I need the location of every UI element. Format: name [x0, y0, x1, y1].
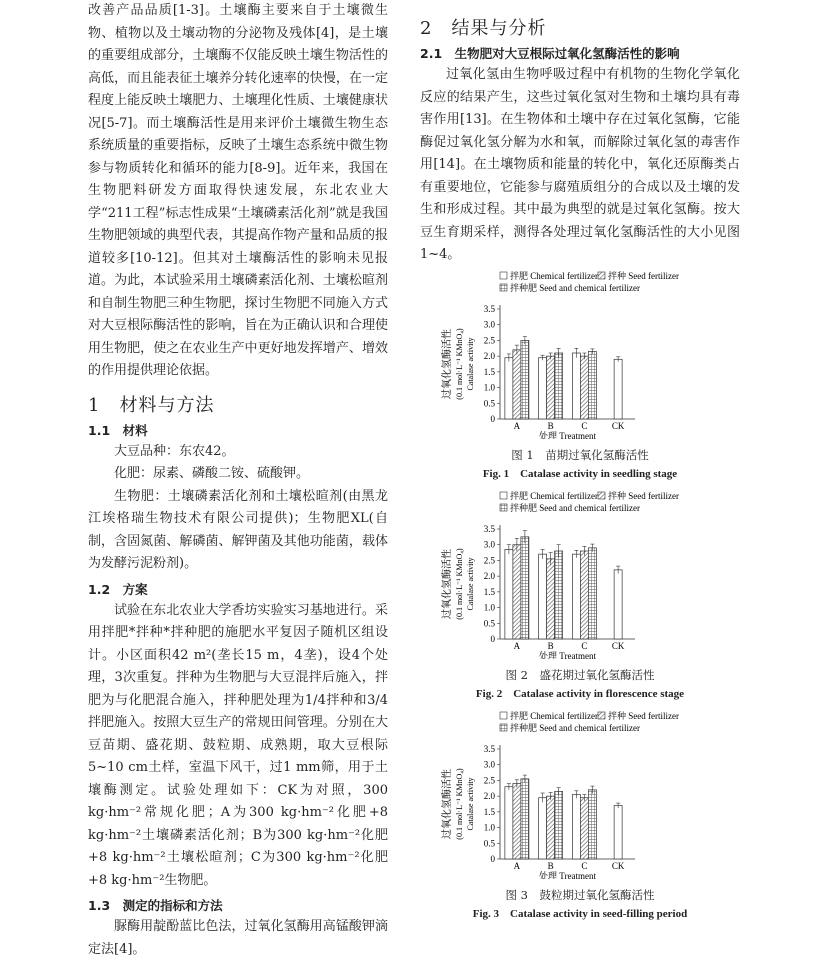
- bar: [555, 551, 563, 639]
- bar: [547, 356, 555, 419]
- y-tick-label: 2.0: [483, 790, 495, 801]
- legend-label: 拌种肥 Seed and chemical fertilizer: [510, 722, 640, 733]
- bar: [580, 797, 588, 858]
- bar: [614, 569, 622, 638]
- bar: [572, 794, 580, 858]
- bar: [580, 356, 588, 419]
- bar: [521, 536, 529, 638]
- x-axis-label: 处理 Treatment: [539, 430, 596, 439]
- biofertilizer-text: 生物肥：土壤磷素活化剂和土壤松暄剂(由黑龙江埃格瑞生物技术有限公司提供)；生物肥XL(自制，含固氮菌、解磷菌、解钾菌及其他功能菌，载体为发酵污泥粉剂)。: [88, 488, 388, 571]
- bar: [572, 554, 580, 639]
- bar: [555, 353, 563, 419]
- legend-label: 拌肥 Chemical fertilizer: [510, 490, 598, 501]
- figure-2-caption-en: Fig. 2 Catalase activity in florescence stage: [475, 687, 685, 700]
- y-tick-label: 1.0: [483, 822, 495, 833]
- bar: [505, 357, 513, 418]
- figure-1-caption-cn: 图 1 苗期过氧化氢酶活性: [511, 447, 649, 462]
- right-column: [420, 0, 740, 921]
- y-tick-label: 0: [490, 413, 495, 424]
- bar: [547, 796, 555, 859]
- fertilizer-text: 化肥：尿素、磷酸二铵、硫酸钾。: [114, 466, 310, 481]
- bar: [588, 351, 596, 419]
- y-tick-label: 0: [490, 853, 495, 864]
- bar: [505, 786, 513, 858]
- section-2-heading: 2 结果与分析: [420, 18, 547, 39]
- subsection-1-3-heading: 1.3 测定的指标和方法: [88, 898, 223, 913]
- y-tick-label: 0.5: [483, 397, 495, 408]
- legend-swatch: [500, 492, 507, 499]
- legend-swatch: [500, 284, 507, 291]
- y-tick-label: 3.0: [483, 759, 495, 770]
- bar: [588, 547, 596, 638]
- y-tick-label: 1.0: [483, 382, 495, 393]
- figure-2: [420, 487, 740, 701]
- x-tick-label: A: [513, 640, 521, 651]
- bar: [572, 353, 580, 419]
- bar: [539, 797, 547, 858]
- figure-2-chart: [420, 487, 740, 659]
- y-tick-label: 2.5: [483, 774, 495, 785]
- method-text: 脲酶用靛酚蓝比色法，过氧化氢酶用高锰酸钾滴定法[4]。: [88, 919, 388, 957]
- y-tick-label: 3.0: [483, 319, 495, 330]
- bar: [614, 359, 622, 419]
- legend-label: 拌肥 Chemical fertilizer: [510, 710, 598, 721]
- legend-label: 拌种 Seed fertilizer: [608, 710, 679, 721]
- x-tick-label: A: [513, 420, 521, 431]
- bar: [547, 558, 555, 638]
- x-tick-label: C: [581, 420, 588, 431]
- x-tick-label: C: [581, 860, 588, 871]
- subsection-2-1-heading: 2.1 生物肥对大豆根际过氧化氢酶活性的影响: [420, 46, 680, 61]
- y-tick-label: 0.5: [483, 617, 495, 628]
- left-column: [88, 0, 388, 961]
- legend-swatch: [500, 504, 507, 511]
- figure-3-chart: [420, 707, 740, 879]
- x-axis-label: 处理 Treatment: [539, 650, 596, 659]
- y-tick-label: 1.0: [483, 602, 495, 613]
- y-tick-label: 2.5: [483, 554, 495, 565]
- x-tick-label: CK: [611, 640, 625, 651]
- x-tick-label: B: [547, 640, 554, 651]
- section-1-heading: 1 材料与方法: [88, 394, 215, 416]
- subsection-1-2-heading: 1.2 方案: [88, 581, 148, 597]
- y-tick-label: 1.5: [483, 586, 495, 597]
- y-tick-label: 1.5: [483, 806, 495, 817]
- y-tick-label: 2.0: [483, 350, 495, 361]
- y-axis-label-en: Catalase activity: [466, 556, 475, 611]
- x-tick-label: CK: [611, 860, 625, 871]
- figure-1-caption-en: Fig. 1 Catalase activity in seedling stage: [482, 467, 678, 480]
- y-axis-label-en: Catalase activity: [466, 776, 475, 831]
- legend-swatch: [598, 712, 605, 719]
- y-tick-label: 2.0: [483, 570, 495, 581]
- bar: [580, 551, 588, 639]
- y-tick-label: 0.5: [483, 837, 495, 848]
- legend-swatch: [598, 272, 605, 279]
- legend-swatch: [500, 724, 507, 731]
- bar: [539, 357, 547, 418]
- bar: [513, 349, 521, 418]
- subsection-1-1-heading: 1.1 材料: [88, 422, 148, 438]
- bar: [521, 340, 529, 419]
- bar: [513, 783, 521, 858]
- y-axis-label-unit: (0.1 mol·L⁻¹ KMnO₄): [455, 327, 464, 400]
- legend-label: 拌种肥 Seed and chemical fertilizer: [510, 282, 640, 293]
- bar: [513, 544, 521, 638]
- x-tick-label: B: [547, 420, 554, 431]
- y-axis-label-cn: 过氧化氢酶活性: [442, 328, 453, 399]
- x-axis-label: 处理 Treatment: [539, 870, 596, 879]
- y-axis-label-unit: (0.1 mol·L⁻¹ KMnO₄): [455, 547, 464, 620]
- variety-text: 大豆品种：东农42。: [114, 443, 235, 459]
- legend-swatch: [500, 272, 507, 279]
- figure-1-chart: [420, 267, 740, 439]
- y-axis-label-en: Catalase activity: [466, 336, 475, 391]
- figure-3-caption-cn: 图 3 鼓粒期过氧化氢酶活性: [505, 887, 655, 902]
- legend-label: 拌种肥 Seed and chemical fertilizer: [510, 502, 640, 513]
- bar: [505, 549, 513, 639]
- legend-label: 拌肥 Chemical fertilizer: [510, 270, 598, 281]
- x-tick-label: B: [547, 860, 554, 871]
- bar: [555, 791, 563, 859]
- y-tick-label: 1.5: [483, 366, 495, 377]
- bar: [588, 789, 596, 858]
- y-tick-label: 3.5: [483, 523, 495, 534]
- figure-1: [420, 267, 740, 481]
- x-tick-label: C: [581, 640, 588, 651]
- y-tick-label: 3.5: [483, 303, 495, 314]
- bar: [539, 554, 547, 639]
- figure-2-caption-cn: 图 2 盛花期过氧化氢酶活性: [505, 667, 655, 682]
- y-tick-label: 2.5: [483, 334, 495, 345]
- legend-swatch: [500, 712, 507, 719]
- figure-3-caption-en: Fig. 3 Catalase activity in seed-filling period: [472, 907, 688, 920]
- plan-text: 试验在东北农业大学香坊实验实习基地进行。采用拌肥*拌种*拌种肥的施肥水平复因子随机区组设计。小区面积42 m²(垄长15 m，4垄)，设4个处理，3次重复。拌种为生物肥与大豆混拌后施入，拌肥为与化肥混合施入，拌种肥处理为1/4拌种和3/4拌肥施入。按照大豆生产的常规田间管理。分别在大豆苗期、盛花期、鼓粒期、成熟期，取大豆根际5~10 cm土样，室温下风干，过1 mm筛，用于土壤酶测定。试验处理如下：CK为对照，300 kg·hm⁻²常规化肥；A为300 kg·hm⁻²化肥+8 kg·hm⁻²土壤磷素活化剂；B为300 kg·hm⁻²化肥+8 kg·hm⁻²土壤松暄剂；C为300 kg·hm⁻²化肥+8 kg·hm⁻²生物肥。: [88, 602, 388, 888]
- legend-label: 拌种 Seed fertilizer: [608, 270, 679, 281]
- results-paragraph: 过氧化氢由生物呼吸过程中有机物的生物化学氧化反应的结果产生，这些过氧化氢对生物和土壤均具有毒害作用[13]。在生物体和土壤中存在过氧化氢酶，它能酶促过氧化氢分解为水和氧，而解除过氧化氢的毒害作用[14]。在土壤物质和能量的转化中，氧化还原酶类占有重要地位，它能参与腐殖质组分的合成以及土壤的发生和形成过程。其中最为典型的就是过氧化氢酶。按大豆生育期采样，测得各处理过氧化氢酶活性的大小见图1~4。: [420, 67, 740, 262]
- y-axis-label-unit: (0.1 mol·L⁻¹ KMnO₄): [455, 767, 464, 840]
- y-axis-label-cn: 过氧化氢酶活性: [442, 548, 453, 619]
- y-axis-label-cn: 过氧化氢酶活性: [442, 768, 453, 839]
- x-tick-label: CK: [611, 420, 625, 431]
- intro-paragraph: 改善产品品质[1-3]。土壤酶主要来自于土壤微生物、植物以及土壤动物的分泌物及残体[4]，是土壤的重要组成部分，土壤酶不仅能反映土壤生物活性的高低，而且能表征土壤养分转化速率的快慢，在一定程度上能反映土壤肥力、土壤理化性质、土壤健康状况[5-7]。而土壤酶活性是用来评价土壤微生物生态系统质量的重要指标，反映了土壤生态系统中微生物参与物质转化和循环的能力[8-9]。近年来，我国在生物肥料研发方面取得快速发展，东北农业大学“211工程”标志性成果“土壤磷素活化剂”就是我国生物肥领域的典型代表，其提高作物产量和品质的报道较多[10-12]。但其对土壤酶活性的影响未见报道。为此，本试验采用土壤磷素活化剂、土壤松暄剂和自制生物肥三种生物肥，探讨生物肥不同施入方式对大豆根际酶活性的影响，旨在为正确认识和合理使用生物肥，使之在农业生产中更好地发挥增产、增效的作用提供理论依据。: [88, 3, 388, 378]
- bar: [614, 805, 622, 858]
- y-tick-label: 3.5: [483, 743, 495, 754]
- figure-3: [420, 707, 740, 921]
- y-tick-label: 3.0: [483, 539, 495, 550]
- legend-swatch: [598, 492, 605, 499]
- y-tick-label: 0: [490, 633, 495, 644]
- legend-label: 拌种 Seed fertilizer: [608, 490, 679, 501]
- bar: [521, 778, 529, 858]
- x-tick-label: A: [513, 860, 521, 871]
